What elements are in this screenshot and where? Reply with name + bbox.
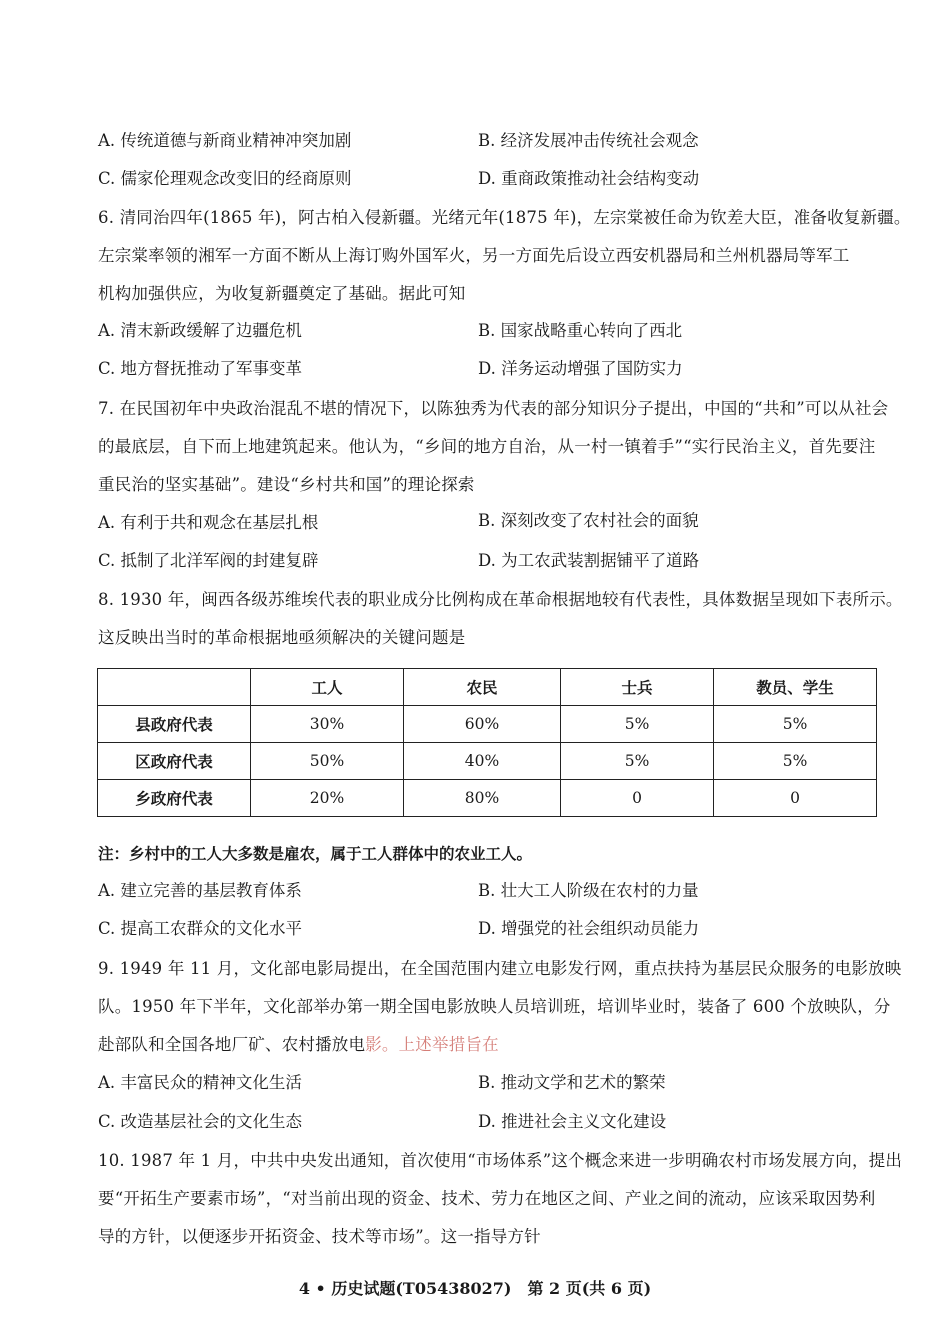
q9-option-c: C. 改造基层社会的文化生态 [98, 1112, 303, 1131]
table-row [98, 743, 877, 780]
q10-stem-line-1: 10. 1987 年 1 月，中共中央发出通知，首次使用“市场体系”这个概念来进一步明确农村市场发展方向，提出 [98, 1151, 903, 1170]
q6-option-a: A. 清末新政缓解了边疆危机 [98, 321, 302, 340]
q9-option-a: A. 丰富民众的精神文化生活 [98, 1073, 302, 1092]
table-header-cell: 教员、学生 [714, 669, 877, 706]
q10-stem-line-3: 导的方针，以便逐步开拓资金、技术等市场”。这一指导方针 [98, 1227, 541, 1246]
q8-data-table [97, 668, 877, 817]
q6-option-c: C. 地方督抚推动了军事变革 [98, 359, 303, 378]
table-cell: 80% [404, 780, 561, 817]
q9-stem-line-3 [98, 1034, 888, 1056]
q8-option-b: B. 壮大工人阶级在农村的力量 [478, 881, 699, 900]
q9-stem-line-1: 9. 1949 年 11 月，文化部电影局提出，在全国范围内建立电影发行网，重点扶持为基层民众服务的电影放映 [98, 959, 902, 978]
table-header-cell: 农民 [404, 669, 561, 706]
q7-option-b: B. 深刻改变了农村社会的面貌 [478, 511, 699, 530]
q8-option-a: A. 建立完善的基层教育体系 [98, 881, 302, 900]
q6-stem-line-2: 左宗棠率领的湘军一方面不断从上海订购外国军火，另一方面先后设立西安机器局和兰州机器局等军工 [98, 246, 850, 265]
table-row-label: 乡政府代表 [98, 780, 251, 817]
q6-option-b: B. 国家战略重心转向了西北 [478, 321, 683, 340]
q5-option-c: C. 儒家伦理观念改变旧的经商原则 [98, 169, 352, 188]
table-cell: 5% [561, 743, 714, 780]
q9-stem-line-2: 队。1950 年下半年，文化部举办第一期全国电影放映人员培训班，培训毕业时，装备了 600 个放映队，分 [98, 997, 891, 1016]
q9-option-d: D. 推进社会主义文化建设 [478, 1112, 667, 1131]
q5-option-b: B. 经济发展冲击传统社会观念 [478, 131, 699, 150]
table-cell: 0 [561, 780, 714, 817]
table-row-label: 县政府代表 [98, 706, 251, 743]
q7-option-a: A. 有利于共和观念在基层扎根 [98, 513, 319, 532]
q7-stem-line-2: 的最底层，自下而上地建筑起来。他认为，“乡间的地方自治，从一村一镇着手”“实行民治主义，首先要注 [98, 437, 876, 456]
q6-option-d: D. 洋务运动增强了国防实力 [478, 359, 683, 378]
table-cell: 5% [714, 743, 877, 780]
q10-stem-line-2: 要“开拓生产要素市场”，“对当前出现的资金、技术、劳力在地区之间、产业之间的流动，应该采取因势利 [98, 1189, 876, 1208]
q7-stem-line-1: 7. 在民国初年中央政治混乱不堪的情况下，以陈独秀为代表的部分知识分子提出，中国的“共和”可以从社会 [98, 399, 889, 418]
page-footer: 4 • 历史试题(T05438027) 第 2 页(共 6 页) [298, 1279, 652, 1298]
table-header-cell [98, 669, 251, 706]
table-header-cell: 工人 [251, 669, 404, 706]
q7-stem-line-3: 重民治的坚实基础”。建设“乡村共和国”的理论探索 [98, 475, 475, 494]
table-header-cell: 士兵 [561, 669, 714, 706]
table-cell: 40% [404, 743, 561, 780]
q8-option-c: C. 提高工农群众的文化水平 [98, 919, 303, 938]
q9-option-b: B. 推动文学和艺术的繁荣 [478, 1073, 666, 1092]
q5-option-d: D. 重商政策推动社会结构变动 [478, 169, 700, 188]
table-cell: 20% [251, 780, 404, 817]
table-header-row [98, 669, 877, 706]
q8-stem-line-1: 8. 1930 年，闽西各级苏维埃代表的职业成分比例构成在革命根据地较有代表性，具体数据呈现如下表所示。 [98, 590, 903, 609]
table-cell: 5% [714, 706, 877, 743]
q8-stem-line-2: 这反映出当时的革命根据地亟须解决的关键问题是 [98, 628, 466, 647]
table-cell: 30% [251, 706, 404, 743]
q9-stem-line-3-start: 赴部队和全国各地厂矿、农村播放电 [98, 1035, 366, 1054]
q8-option-d: D. 增强党的社会组织动员能力 [478, 919, 700, 938]
table-row [98, 780, 877, 817]
table-row-label: 区政府代表 [98, 743, 251, 780]
q6-stem-line-1: 6. 清同治四年(1865 年)，阿古柏入侵新疆。光绪元年(1875 年)，左宗棠被任命为钦差大臣，准备收复新疆。 [98, 208, 911, 227]
table-cell: 60% [404, 706, 561, 743]
q7-option-c: C. 抵制了北洋军阀的封建复辟 [98, 551, 319, 570]
table-cell: 0 [714, 780, 877, 817]
q7-option-d: D. 为工农武装割据铺平了道路 [478, 551, 700, 570]
table-cell: 5% [561, 706, 714, 743]
q6-stem-line-3: 机构加强供应，为收复新疆奠定了基础。据此可知 [98, 284, 466, 303]
table-row [98, 706, 877, 743]
q8-table-note: 注：乡村中的工人大多数是雇农，属于工人群体中的农业工人。 [98, 844, 533, 863]
table-cell: 50% [251, 743, 404, 780]
q5-option-a: A. 传统道德与新商业精神冲突加剧 [98, 131, 352, 150]
q9-stem-line-3-end: 影。上述举措旨在 [365, 1035, 499, 1054]
